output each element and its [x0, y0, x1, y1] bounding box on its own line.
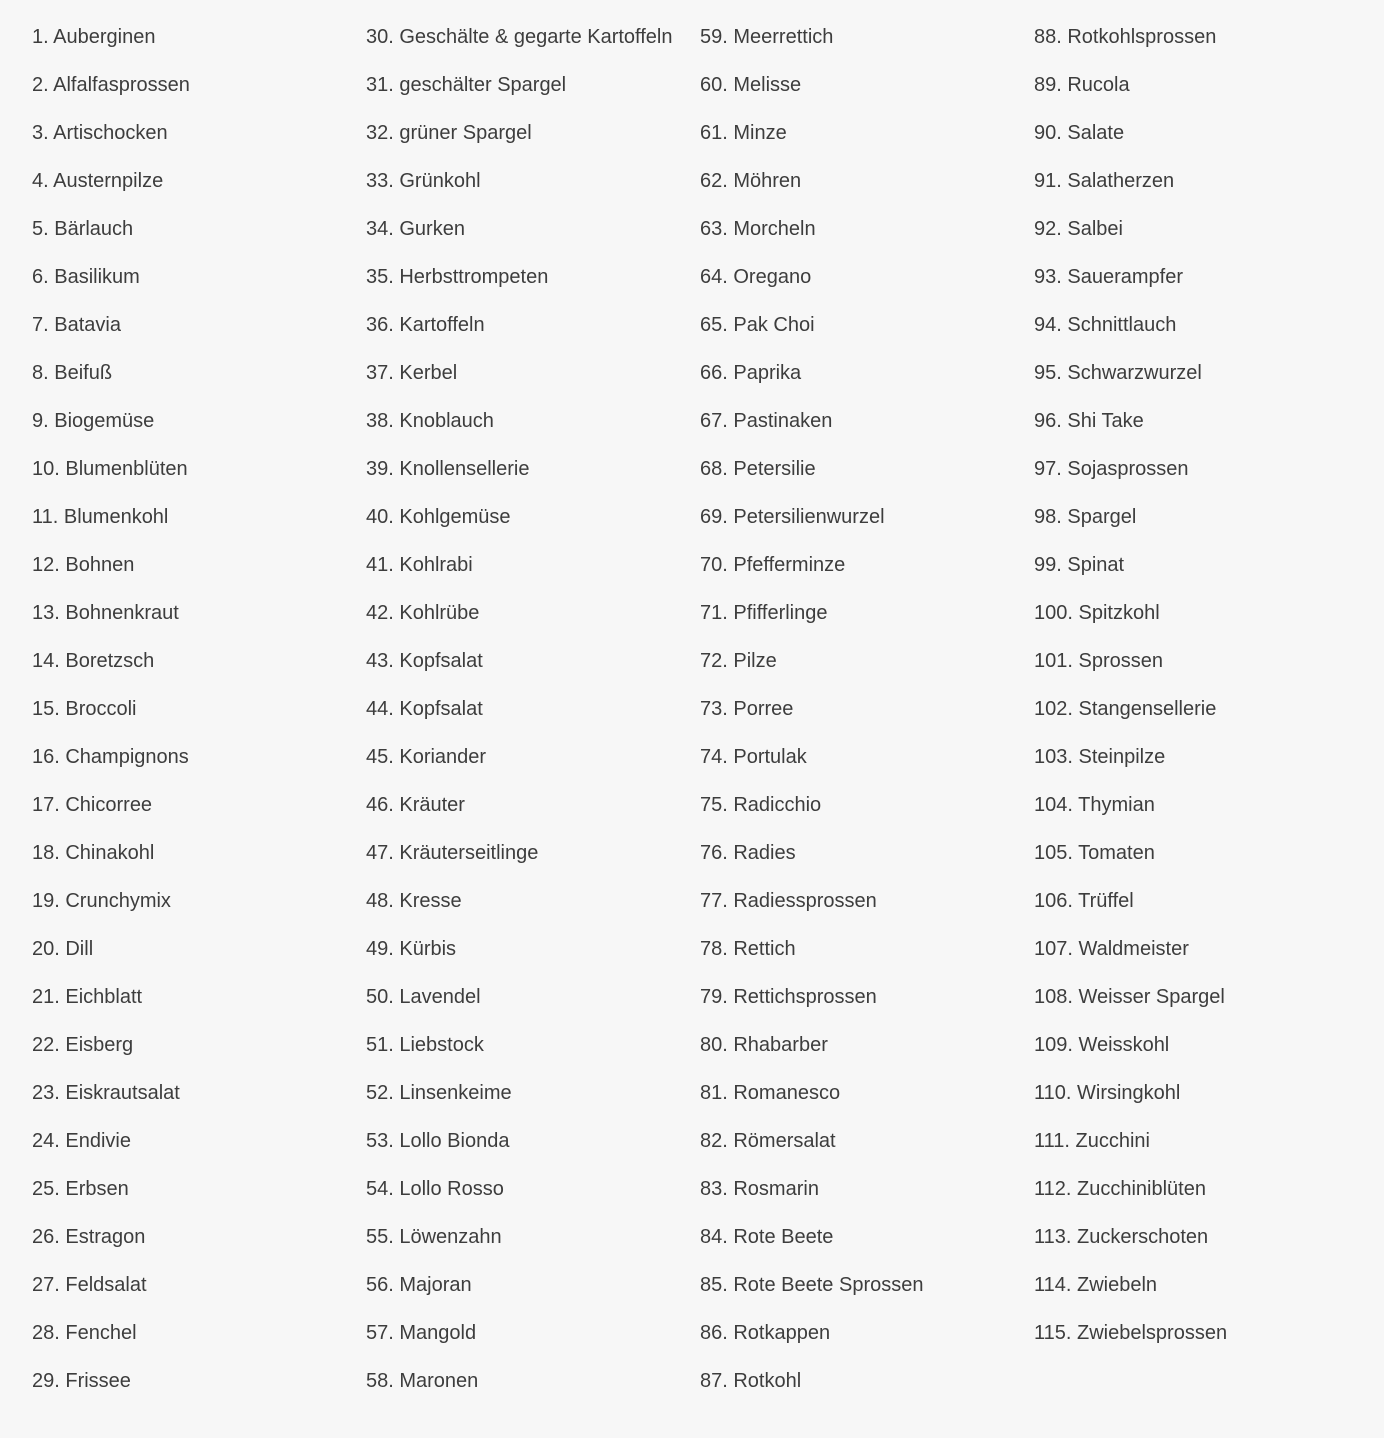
list-item: 10. Blumenblüten [32, 458, 188, 480]
list-item: 89. Rucola [1034, 74, 1130, 96]
list-item: 74. Portulak [700, 746, 807, 768]
list-item: 72. Pilze [700, 650, 777, 672]
list-item: 21. Eichblatt [32, 986, 143, 1008]
list-item: 47. Kräuterseitlinge [366, 842, 539, 864]
list-item: 55. Löwenzahn [366, 1226, 502, 1248]
list-item: 42. Kohlrübe [366, 602, 480, 624]
list-item: 106. Trüffel [1034, 890, 1134, 912]
list-item: 67. Pastinaken [700, 410, 833, 432]
list-item: 70. Pfefferminze [700, 554, 846, 576]
list-item: 52. Linsenkeime [366, 1082, 512, 1104]
list-item: 69. Petersilienwurzel [700, 506, 885, 528]
list-item: 16. Champignons [32, 746, 189, 768]
list-item: 9. Biogemüse [32, 410, 155, 432]
list-item: 103. Steinpilze [1034, 746, 1166, 768]
list-item: 8. Beifuß [32, 362, 113, 384]
list-item: 45. Koriander [366, 746, 487, 768]
list-item: 77. Radiessprossen [700, 890, 877, 912]
list-item: 11. Blumenkohl [32, 506, 169, 528]
list-item: 56. Majoran [366, 1274, 472, 1296]
list-item: 44. Kopfsalat [366, 698, 483, 720]
list-item: 96. Shi Take [1034, 410, 1144, 432]
list-item: 14. Boretzsch [32, 650, 155, 672]
list-item: 61. Minze [700, 122, 787, 144]
list-item: 59. Meerrettich [700, 26, 834, 48]
list-item: 73. Porree [700, 698, 794, 720]
list-item: 97. Sojasprossen [1034, 458, 1189, 480]
list-column-2 [366, 13, 700, 1405]
list-column-4 [1034, 13, 1368, 1357]
list-item: 111. Zucchini [1034, 1130, 1150, 1152]
list-item: 38. Knoblauch [366, 410, 494, 432]
list-item: 17. Chicorree [32, 794, 153, 816]
list-item: 84. Rote Beete [700, 1226, 834, 1248]
list-item: 4. Austernpilze [32, 170, 164, 192]
list-item: 30. Geschälte & gegarte Kartoffeln [366, 26, 673, 48]
list-item: 64. Oregano [700, 266, 812, 288]
list-item: 86. Rotkappen [700, 1322, 831, 1344]
list-item: 29. Frissee [32, 1370, 131, 1392]
list-item: 50. Lavendel [366, 986, 481, 1008]
list-item: 20. Dill [32, 938, 94, 960]
list-item: 100. Spitzkohl [1034, 602, 1160, 624]
list-item: 24. Endivie [32, 1130, 131, 1152]
list-item: 60. Melisse [700, 74, 802, 96]
list-item: 34. Gurken [366, 218, 465, 240]
list-item: 39. Knollensellerie [366, 458, 530, 480]
list-item: 110. Wirsingkohl [1034, 1082, 1181, 1104]
list-item: 95. Schwarzwurzel [1034, 362, 1202, 384]
list-item: 7. Batavia [32, 314, 121, 336]
list-item: 71. Pfifferlinge [700, 602, 828, 624]
list-item: 32. grüner Spargel [366, 122, 532, 144]
list-item: 2. Alfalfasprossen [32, 74, 190, 96]
list-item: 48. Kresse [366, 890, 462, 912]
list-item: 109. Weisskohl [1034, 1034, 1170, 1056]
list-item: 25. Erbsen [32, 1178, 129, 1200]
list-item: 13. Bohnenkraut [32, 602, 179, 624]
list-item: 105. Tomaten [1034, 842, 1155, 864]
list-item: 81. Romanesco [700, 1082, 841, 1104]
list-item: 5. Bärlauch [32, 218, 134, 240]
list-item: 91. Salatherzen [1034, 170, 1175, 192]
list-item: 40. Kohlgemüse [366, 506, 511, 528]
list-item: 93. Sauerampfer [1034, 266, 1183, 288]
list-item: 41. Kohlrabi [366, 554, 473, 576]
list-item: 99. Spinat [1034, 554, 1125, 576]
list-item: 92. Salbei [1034, 218, 1123, 240]
list-item: 112. Zucchiniblüten [1034, 1178, 1206, 1200]
list-item: 58. Maronen [366, 1370, 479, 1392]
list-item: 33. Grünkohl [366, 170, 481, 192]
list-item: 57. Mangold [366, 1322, 477, 1344]
list-item: 27. Feldsalat [32, 1274, 147, 1296]
list-item: 49. Kürbis [366, 938, 457, 960]
list-item: 87. Rotkohl [700, 1370, 802, 1392]
list-column-1 [32, 13, 366, 1405]
list-item: 36. Kartoffeln [366, 314, 485, 336]
list-item: 66. Paprika [700, 362, 802, 384]
list-item: 65. Pak Choi [700, 314, 815, 336]
list-column-3 [700, 13, 1034, 1405]
list-item: 53. Lollo Bionda [366, 1130, 510, 1152]
list-item: 79. Rettichsprossen [700, 986, 877, 1008]
list-item: 94. Schnittlauch [1034, 314, 1177, 336]
list-item: 1. Auberginen [32, 26, 156, 48]
list-item: 63. Morcheln [700, 218, 816, 240]
list-item: 26. Estragon [32, 1226, 146, 1248]
list-item: 76. Radies [700, 842, 796, 864]
list-item: 115. Zwiebelsprossen [1034, 1322, 1228, 1344]
list-item: 107. Waldmeister [1034, 938, 1189, 960]
list-item: 90. Salate [1034, 122, 1125, 144]
list-item: 75. Radicchio [700, 794, 822, 816]
list-item: 62. Möhren [700, 170, 802, 192]
list-item: 37. Kerbel [366, 362, 458, 384]
list-item: 54. Lollo Rosso [366, 1178, 504, 1200]
list-item: 83. Rosmarin [700, 1178, 819, 1200]
list-item: 98. Spargel [1034, 506, 1137, 528]
list-item: 82. Römersalat [700, 1130, 836, 1152]
list-item: 23. Eiskrautsalat [32, 1082, 180, 1104]
list-item: 80. Rhabarber [700, 1034, 828, 1056]
list-item: 85. Rote Beete Sprossen [700, 1274, 924, 1296]
list-item: 114. Zwiebeln [1034, 1274, 1158, 1296]
list-item: 15. Broccoli [32, 698, 137, 720]
list-item: 104. Thymian [1034, 794, 1155, 816]
list-item: 35. Herbsttrompeten [366, 266, 549, 288]
list-item: 22. Eisberg [32, 1034, 134, 1056]
list-item: 43. Kopfsalat [366, 650, 483, 672]
list-item: 102. Stangensellerie [1034, 698, 1217, 720]
list-item: 3. Artischocken [32, 122, 168, 144]
list-item: 51. Liebstock [366, 1034, 484, 1056]
list-item: 12. Bohnen [32, 554, 135, 576]
list-item: 46. Kräuter [366, 794, 465, 816]
list-item: 108. Weisser Spargel [1034, 986, 1225, 1008]
list-item: 88. Rotkohlsprossen [1034, 26, 1217, 48]
list-item: 18. Chinakohl [32, 842, 155, 864]
list-item: 101. Sprossen [1034, 650, 1163, 672]
list-item: 31. geschälter Spargel [366, 74, 567, 96]
list-item: 113. Zuckerschoten [1034, 1226, 1209, 1248]
list-item: 28. Fenchel [32, 1322, 137, 1344]
list-item: 68. Petersilie [700, 458, 816, 480]
list-item: 6. Basilikum [32, 266, 140, 288]
list-item: 78. Rettich [700, 938, 796, 960]
list-item: 19. Crunchymix [32, 890, 171, 912]
